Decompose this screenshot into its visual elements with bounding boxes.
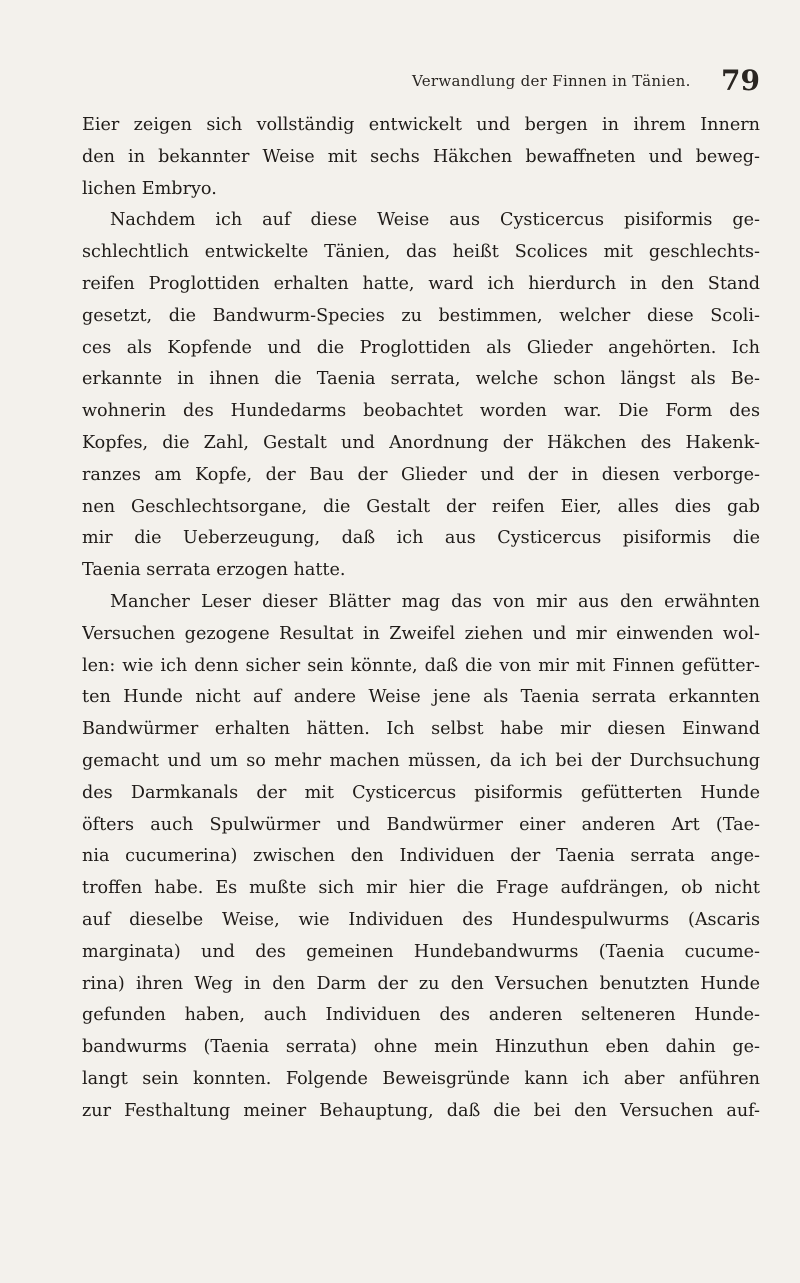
paragraph [82,110,760,205]
text-line: bandwurms (Taenia serrata) ohne mein Hinzuthun eben dahin ge- [82,1037,760,1058]
text-line: rina) ihren Weg in den Darm der zu den Versuchen benutzten Hunde [82,973,760,994]
text-line: ces als Kopfende und die Proglottiden als Glieder angehörten. Ich [82,337,760,358]
text-line: nen Geschlechtsorgane, die Gestalt der reifen Eier, alles dies gab [82,496,760,517]
running-title: Verwandlung der Finnen in Tänien. [412,72,691,90]
text-line: lichen Embryo. [82,178,217,199]
page-number: 79 [721,64,760,97]
text-line: len: wie ich denn sicher sein könnte, daß die von mir mit Finnen gefütter- [82,655,760,676]
text-line: wohnerin des Hundedarms beobachtet worden war. Die Form des [82,401,760,422]
text-line: gesetzt, die Bandwurm-Species zu bestimmen, welcher diese Scoli- [82,305,760,326]
text-line: nia cucumerina) zwischen den Individuen der Taenia serrata ange- [82,846,760,867]
text-line: ranzes am Kopfe, der Bau der Glieder und der in diesen verborge- [82,464,760,485]
text-line: zur Festhaltung meiner Behauptung, daß die bei den Versuchen auf- [82,1100,760,1121]
text-line: erkannte in ihnen die Taenia serrata, welche schon längst als Be- [82,369,760,390]
text-line: Nachdem ich auf diese Weise aus Cysticercus pisiformis ge- [110,210,760,231]
text-line: Taenia serrata erzogen hatte. [82,560,346,581]
body-text [82,110,760,1128]
text-line: gemacht und um so mehr machen müssen, da ich bei der Durchsuchung [82,750,760,771]
text-line: schlechtlich entwickelte Tänien, das heißt Scolices mit geschlechts- [82,242,760,263]
text-line: des Darmkanals der mit Cysticercus pisiformis gefütterten Hunde [82,782,760,803]
text-line: Versuchen gezogene Resultat in Zweifel ziehen und mir einwenden wol- [82,623,760,644]
text-line: gefunden haben, auch Individuen des anderen selteneren Hunde- [82,1005,760,1026]
text-line: Eier zeigen sich vollständig entwickelt und bergen in ihrem Innern [82,115,760,135]
text-line: troffen habe. Es mußte sich mir hier die Frage aufdrängen, ob nicht [82,878,760,899]
text-line: marginata) und des gemeinen Hundebandwurms (Taenia cucume- [82,941,760,962]
text-line: langt sein konnten. Folgende Beweisgründe kann ich aber anführen [82,1068,760,1089]
paragraph [82,205,760,587]
running-head [82,64,760,104]
text-line: mir die Ueberzeugung, daß ich aus Cysticercus pisiformis die [82,528,760,549]
text-line: öfters auch Spulwürmer und Bandwürmer einer anderen Art (Tae- [82,814,760,835]
text-line: den in bekannter Weise mit sechs Häkchen bewaffneten und beweg- [82,146,760,167]
paragraph [82,587,760,1128]
text-line: Bandwürmer erhalten hätten. Ich selbst habe mir diesen Einwand [82,719,760,740]
text-line: Mancher Leser dieser Blätter mag das von mir aus den erwähnten [110,591,760,612]
text-line: reifen Proglottiden erhalten hatte, ward ich hierdurch in den Stand [82,273,760,294]
text-line: Kopfes, die Zahl, Gestalt und Anordnung der Häkchen des Hakenk- [82,432,760,453]
text-line: ten Hunde nicht auf andere Weise jene als Taenia serrata erkannten [82,687,760,708]
text-line: auf dieselbe Weise, wie Individuen des Hundespulwurms (Ascaris [82,909,760,930]
